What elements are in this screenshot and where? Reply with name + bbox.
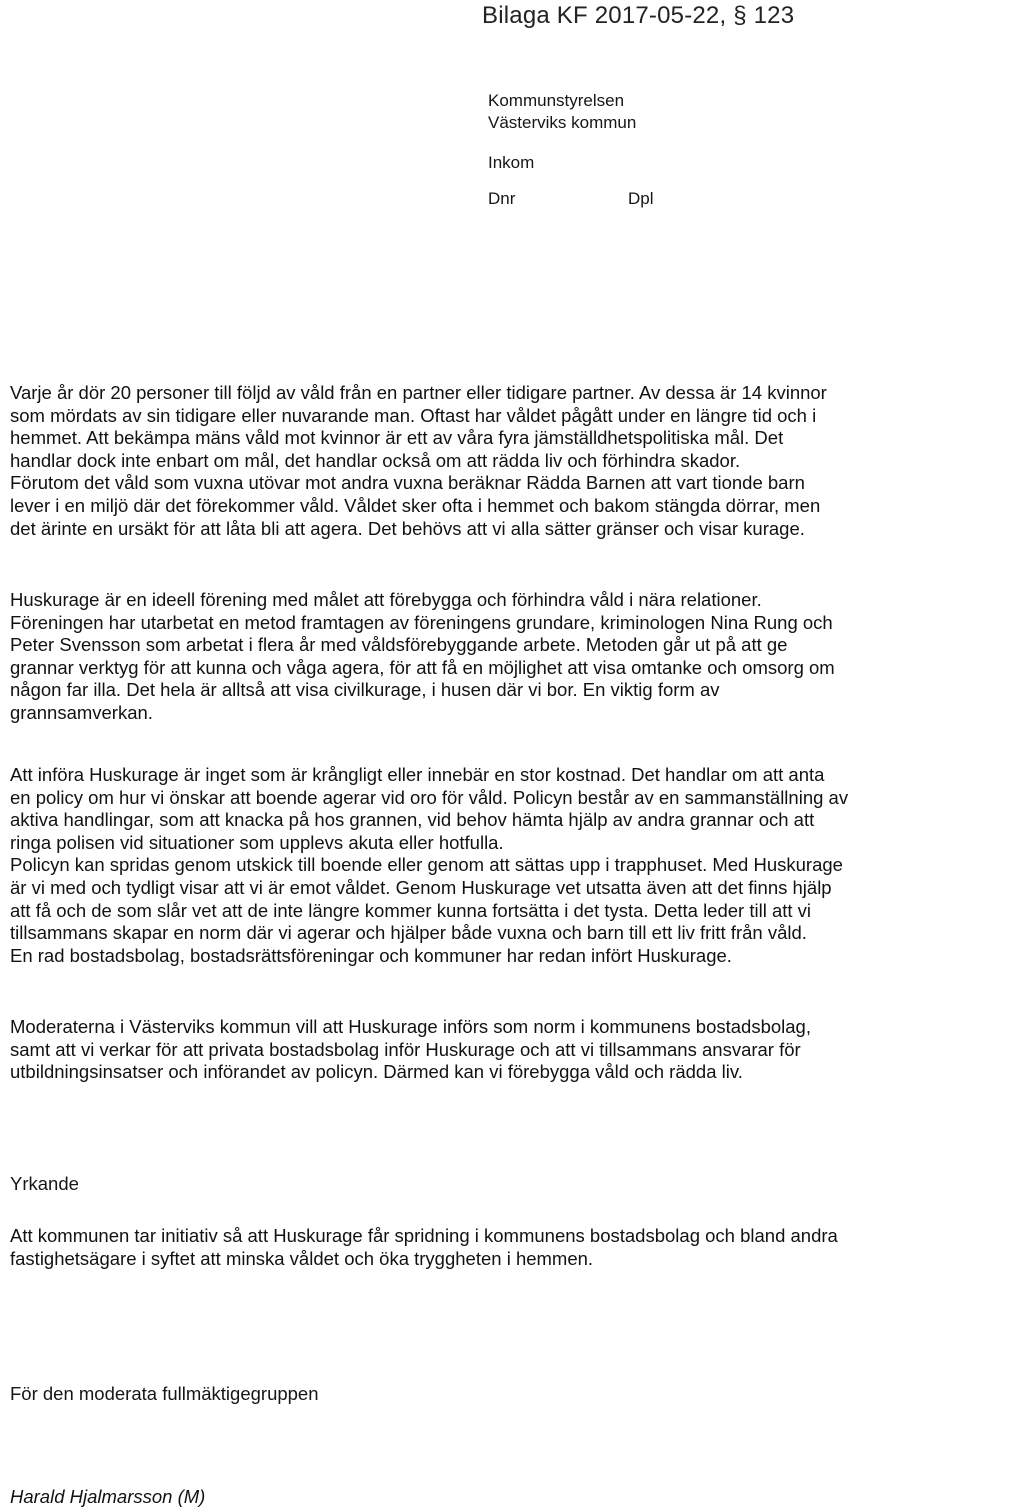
text-line: grannar verktyg för att kunna och våga agera, för att få en möjlighet att visa omtanke och omsorg om	[10, 656, 835, 678]
yrkande-text	[10, 1225, 1018, 1270]
stamp-inkom-label: Inkom	[488, 153, 535, 172]
stamp-dpl-label: Dpl	[628, 189, 654, 208]
closing-line: För den moderata fullmäktigegruppen	[10, 1383, 319, 1404]
stamp-dnr-row	[488, 188, 748, 210]
text-line: Att införa Huskurage är inget som är krångligt eller innebär en stor kostnad. Det handlar om att anta	[10, 764, 825, 785]
paragraph-moderaterna	[10, 1016, 1018, 1084]
text-line: utbildningsinsatser och införandet av policyn. Därmed kan vi förebygga våld och rädda liv.	[10, 1061, 743, 1083]
text-line: fastighetsägare i syftet att minska våldet och öka tryggheten i hemmen.	[10, 1247, 594, 1269]
text-line: Moderaterna i Västerviks kommun vill att Huskurage införs som norm i kommunens bostadsbolag,	[10, 1016, 811, 1037]
stamp-inkom-row	[488, 152, 748, 174]
yrkande-heading: Yrkande	[10, 1173, 79, 1194]
text-line: Föreningen har utarbetat en metod framtagen av föreningens grundare, kriminologen Nina Rung och	[10, 611, 833, 633]
text-line: tillsammans skapar en norm där vi agerar och hjälper både vuxna och barn till ett liv fritt från våld.	[10, 922, 807, 944]
text-line: Peter Svensson som arbetat i flera år med våldsförebyggande arbete. Metoden går ut på att ge	[10, 634, 788, 656]
paragraph-policy	[10, 764, 1018, 967]
text-line: ringa polisen vid situationer som upplevs akuta eller hotfulla.	[10, 831, 504, 853]
text-line: grannsamverkan.	[10, 701, 153, 723]
paragraph-intro	[10, 382, 1018, 540]
text-line: Policyn kan spridas genom utskick till boende eller genom att sättas upp i trapphuset. Med Huskurage	[10, 854, 843, 876]
stamp-org: Kommunstyrelsen	[488, 91, 625, 110]
text-line: det ärinte en ursäkt för att låta bli att agera. Det behövs att vi alla sätter gränser och visar kurage.	[10, 517, 805, 539]
text-line: Varje år dör 20 personer till följd av våld från en partner eller tidigare partner. Av dessa är 14 kvinnor	[10, 382, 827, 403]
stamp-dnr-label: Dnr	[488, 189, 516, 208]
document-reference: Bilaga KF 2017-05-22, § 123	[482, 2, 795, 29]
text-line: att få och de som slår vet att de inte längre kommer kunna fortsätta i det tysta. Detta leder till att vi	[10, 899, 812, 921]
text-line: En rad bostadsbolag, bostadsrättsföreningar och kommuner har redan infört Huskurage.	[10, 944, 732, 966]
text-line: hemmet. Att bekämpa mäns våld mot kvinnor är ett av våra fyra jämställdhetspolitiska mål. Det	[10, 427, 784, 449]
paragraph-huskurage	[10, 589, 1018, 725]
text-line: är vi med och tydligt visar att vi är emot våldet. Genom Huskurage vet utsatta även att det finns hjälp	[10, 876, 832, 898]
stamp-municipality: Västerviks kommun	[488, 113, 637, 132]
text-line: Huskurage är en ideell förening med målet att förebygga och förhindra våld i nära relationer.	[10, 589, 762, 610]
text-line: som mördats av sin tidigare eller nuvarande man. Oftast har våldet pågått under en längre tid och i	[10, 404, 817, 426]
registration-stamp	[488, 90, 748, 210]
signature-name: Harald Hjalmarsson (M)	[10, 1486, 206, 1507]
text-line: någon far illa. Det hela är alltså att visa civilkurage, i husen där vi bor. En viktig form av	[10, 679, 720, 701]
text-line: handlar dock inte enbart om mål, det handlar också om att rädda liv och förhindra skador.	[10, 449, 741, 471]
text-line: samt att vi verkar för att privata bostadsbolag inför Huskurage och att vi tillsammans ansvarar för	[10, 1038, 801, 1060]
text-line: Att kommunen tar initiativ så att Huskurage får spridning i kommunens bostadsbolag och bland andra	[10, 1225, 838, 1246]
text-line: aktiva handlingar, som att knacka på hos grannen, vid behov hämta hjälp av andra grannar och att	[10, 809, 815, 831]
text-line: Förutom det våld som vuxna utövar mot andra vuxna beräknar Rädda Barnen att vart tionde barn	[10, 472, 805, 494]
text-line: en policy om hur vi önskar att boende agerar vid oro för våld. Policyn består av en sammanställning av	[10, 786, 849, 808]
text-line: lever i en miljö där det förekommer våld. Våldet sker ofta i hemmet och bakom stängda dörrar, men	[10, 494, 821, 516]
